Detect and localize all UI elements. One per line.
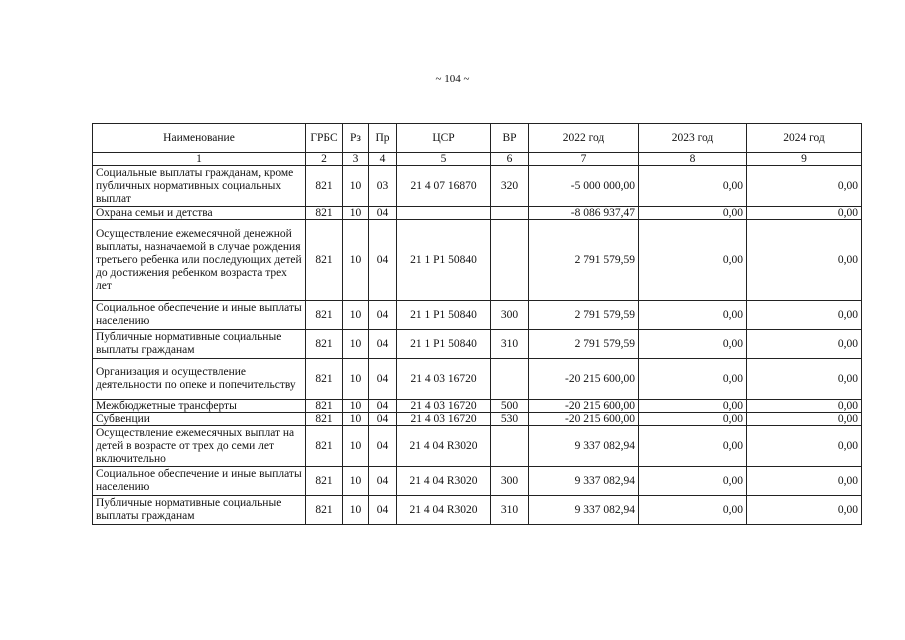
row-rz: 10 (343, 400, 369, 413)
row-2024: 0,00 (747, 426, 862, 467)
row-pr: 04 (369, 330, 397, 359)
row-csr: 21 1 P1 50840 (397, 301, 491, 330)
column-number-row (93, 153, 862, 166)
row-csr: 21 4 04 R3020 (397, 426, 491, 467)
row-2023: 0,00 (639, 330, 747, 359)
table-row (93, 496, 862, 525)
row-2023: 0,00 (639, 207, 747, 220)
header-cell: Рз (343, 124, 369, 153)
row-name: Осуществление ежемесячных выплат на детей в возрасте от трех до семи лет включительно (93, 426, 306, 467)
row-rz: 10 (343, 166, 369, 207)
row-2024: 0,00 (747, 467, 862, 496)
header-row (93, 124, 862, 153)
row-grbs: 821 (306, 207, 343, 220)
table-row (93, 330, 862, 359)
column-number: 1 (93, 153, 306, 166)
row-2022: -8 086 937,47 (529, 207, 639, 220)
row-grbs: 821 (306, 359, 343, 400)
table-row (93, 413, 862, 426)
column-number: 3 (343, 153, 369, 166)
row-pr: 03 (369, 166, 397, 207)
table-row (93, 301, 862, 330)
row-rz: 10 (343, 207, 369, 220)
row-grbs: 821 (306, 166, 343, 207)
row-vr: 530 (491, 413, 529, 426)
row-2022: 9 337 082,94 (529, 426, 639, 467)
row-rz: 10 (343, 220, 369, 301)
row-2024: 0,00 (747, 301, 862, 330)
row-2022: 2 791 579,59 (529, 330, 639, 359)
table-row (93, 400, 862, 413)
row-rz: 10 (343, 301, 369, 330)
row-vr: 300 (491, 301, 529, 330)
row-name: Социальные выплаты гражданам, кроме публичных нормативных социальных выплат (93, 166, 306, 207)
column-number: 2 (306, 153, 343, 166)
row-pr: 04 (369, 301, 397, 330)
header-cell: ВР (491, 124, 529, 153)
header-cell: Наименование (93, 124, 306, 153)
column-number: 6 (491, 153, 529, 166)
table-row (93, 207, 862, 220)
row-grbs: 821 (306, 413, 343, 426)
page-number: ~ 104 ~ (435, 73, 470, 85)
row-csr: 21 4 03 16720 (397, 413, 491, 426)
row-csr (397, 207, 491, 220)
row-pr: 04 (369, 496, 397, 525)
column-number: 5 (397, 153, 491, 166)
row-name: Межбюджетные трансферты (93, 400, 306, 413)
budget-table (92, 123, 862, 525)
row-vr (491, 220, 529, 301)
row-vr: 310 (491, 496, 529, 525)
row-rz: 10 (343, 330, 369, 359)
row-2024: 0,00 (747, 207, 862, 220)
row-name: Субвенции (93, 413, 306, 426)
row-csr: 21 1 P1 50840 (397, 330, 491, 359)
row-grbs: 821 (306, 426, 343, 467)
row-vr: 320 (491, 166, 529, 207)
row-pr: 04 (369, 467, 397, 496)
row-rz: 10 (343, 496, 369, 525)
table-row (93, 166, 862, 207)
row-2023: 0,00 (639, 166, 747, 207)
row-2024: 0,00 (747, 359, 862, 400)
table-row (93, 359, 862, 400)
row-csr: 21 4 03 16720 (397, 400, 491, 413)
row-rz: 10 (343, 467, 369, 496)
row-2024: 0,00 (747, 166, 862, 207)
row-csr: 21 4 04 R3020 (397, 467, 491, 496)
row-rz: 10 (343, 413, 369, 426)
row-name: Социальное обеспечение и иные выплаты населению (93, 467, 306, 496)
row-rz: 10 (343, 359, 369, 400)
row-vr (491, 426, 529, 467)
row-vr: 310 (491, 330, 529, 359)
row-2022: 2 791 579,59 (529, 301, 639, 330)
row-rz: 10 (343, 426, 369, 467)
row-grbs: 821 (306, 496, 343, 525)
row-2023: 0,00 (639, 413, 747, 426)
header-cell: 2024 год (747, 124, 862, 153)
column-number: 9 (747, 153, 862, 166)
row-2023: 0,00 (639, 467, 747, 496)
table-row (93, 467, 862, 496)
row-grbs: 821 (306, 330, 343, 359)
row-2023: 0,00 (639, 426, 747, 467)
row-vr (491, 359, 529, 400)
row-grbs: 821 (306, 220, 343, 301)
row-pr: 04 (369, 207, 397, 220)
row-csr: 21 1 P1 50840 (397, 220, 491, 301)
row-2024: 0,00 (747, 330, 862, 359)
row-2022: -20 215 600,00 (529, 413, 639, 426)
row-name: Охрана семьи и детства (93, 207, 306, 220)
table-row (93, 220, 862, 301)
row-name: Осуществление ежемесячной денежной выплаты, назначаемой в случае рождения третьего ребенка или последующих детей до достижения ребенком возраста трех лет (93, 220, 306, 301)
row-2022: 2 791 579,59 (529, 220, 639, 301)
row-2023: 0,00 (639, 496, 747, 525)
row-name: Организация и осуществление деятельности по опеке и попечительству (93, 359, 306, 400)
row-vr: 500 (491, 400, 529, 413)
header-cell: 2022 год (529, 124, 639, 153)
table-row (93, 426, 862, 467)
row-2023: 0,00 (639, 359, 747, 400)
row-vr (491, 207, 529, 220)
row-2022: -20 215 600,00 (529, 400, 639, 413)
row-2024: 0,00 (747, 220, 862, 301)
row-2024: 0,00 (747, 496, 862, 525)
row-csr: 21 4 07 16870 (397, 166, 491, 207)
row-pr: 04 (369, 400, 397, 413)
row-grbs: 821 (306, 301, 343, 330)
row-pr: 04 (369, 220, 397, 301)
row-2022: -20 215 600,00 (529, 359, 639, 400)
row-2023: 0,00 (639, 400, 747, 413)
header-cell: Пр (369, 124, 397, 153)
row-csr: 21 4 04 R3020 (397, 496, 491, 525)
row-vr: 300 (491, 467, 529, 496)
row-grbs: 821 (306, 400, 343, 413)
row-2022: 9 337 082,94 (529, 496, 639, 525)
row-csr: 21 4 03 16720 (397, 359, 491, 400)
row-pr: 04 (369, 426, 397, 467)
row-pr: 04 (369, 413, 397, 426)
row-2024: 0,00 (747, 413, 862, 426)
column-number: 7 (529, 153, 639, 166)
row-2023: 0,00 (639, 220, 747, 301)
row-2022: -5 000 000,00 (529, 166, 639, 207)
header-cell: 2023 год (639, 124, 747, 153)
row-name: Социальное обеспечение и иные выплаты населению (93, 301, 306, 330)
header-cell: ЦСР (397, 124, 491, 153)
column-number: 4 (369, 153, 397, 166)
row-2024: 0,00 (747, 400, 862, 413)
row-name: Публичные нормативные социальные выплаты гражданам (93, 496, 306, 525)
row-2022: 9 337 082,94 (529, 467, 639, 496)
column-number: 8 (639, 153, 747, 166)
row-pr: 04 (369, 359, 397, 400)
row-name: Публичные нормативные социальные выплаты гражданам (93, 330, 306, 359)
row-2023: 0,00 (639, 301, 747, 330)
header-cell: ГРБС (306, 124, 343, 153)
row-grbs: 821 (306, 467, 343, 496)
